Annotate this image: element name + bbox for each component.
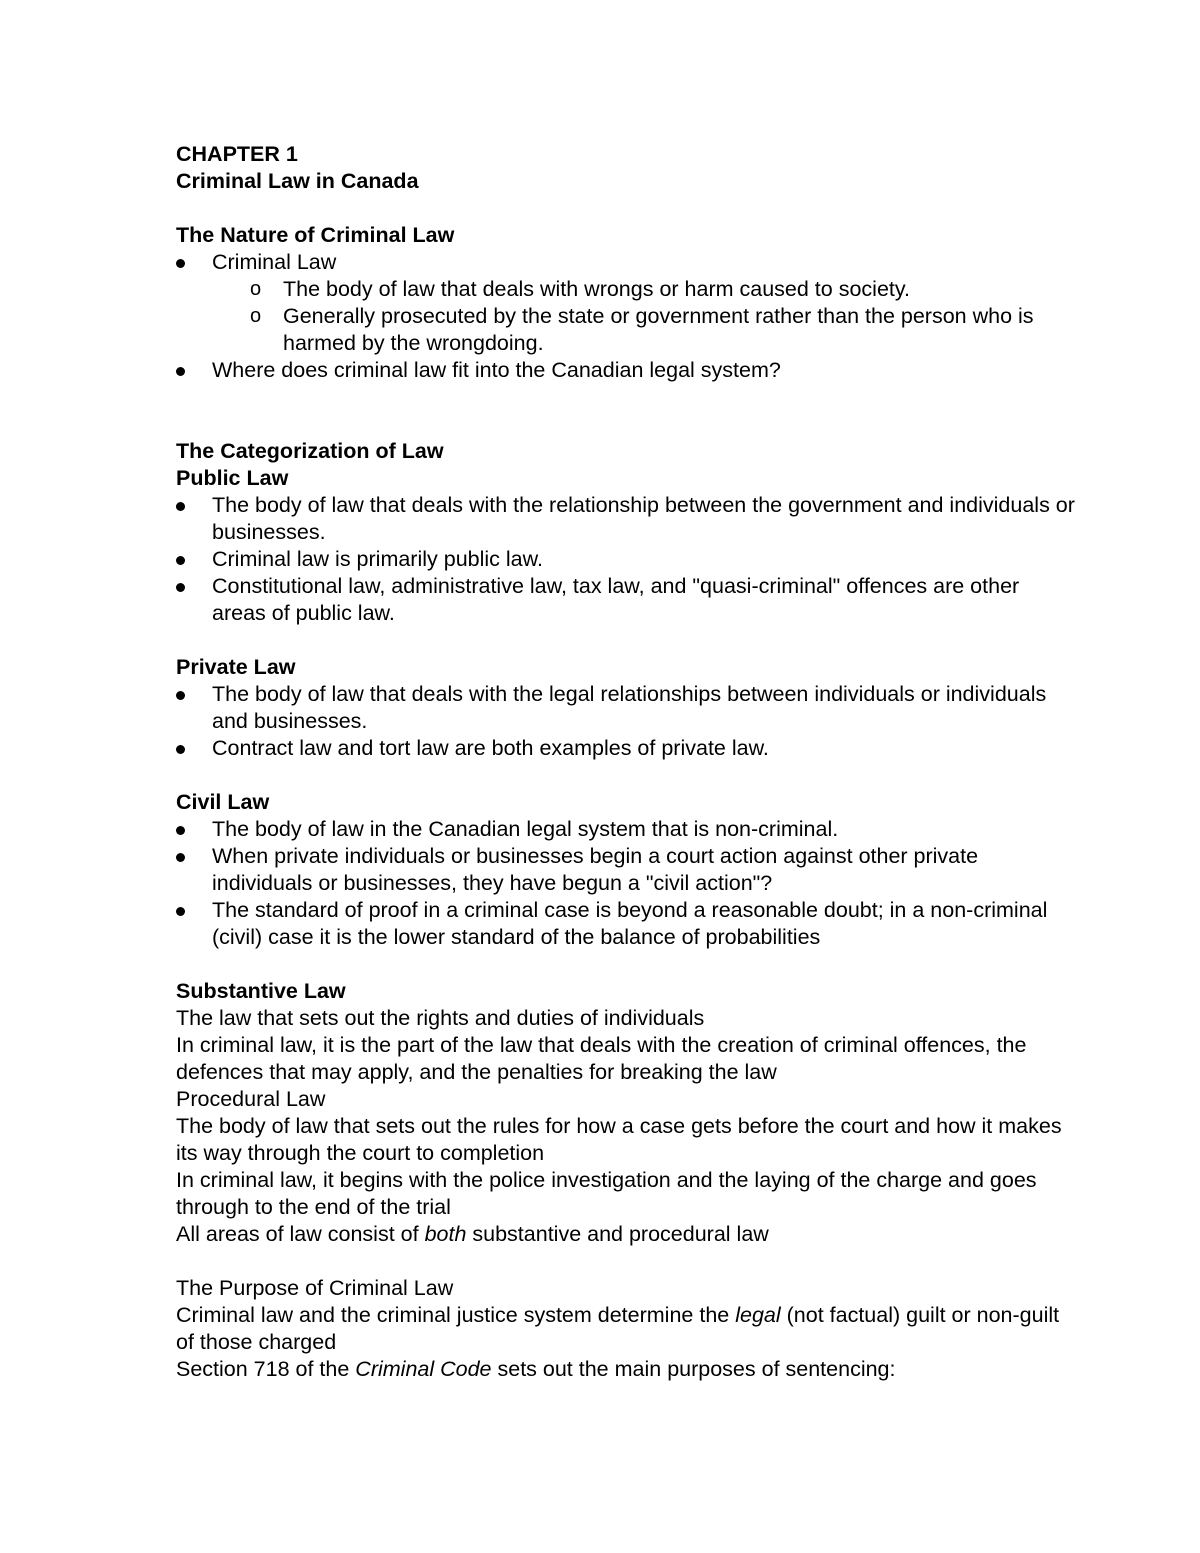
text-run: Section 718 of the — [176, 1357, 356, 1381]
nature-sublist — [248, 276, 1076, 357]
circle-bullet-icon: o — [250, 278, 262, 300]
bullet-icon — [176, 556, 185, 565]
list-item-text: The body of law in the Canadian legal system that is non-criminal. — [212, 817, 839, 841]
list-item-text: The body of law that deals with the relationship between the government and individuals or businesses. — [212, 493, 1075, 544]
list-item — [176, 681, 1076, 735]
list-item — [176, 843, 1076, 897]
section-heading-categorization: The Categorization of Law — [176, 439, 444, 463]
sub-list-item-text: The body of law that deals with wrongs or harm caused to society. — [283, 277, 910, 301]
public-law-list — [176, 492, 1076, 627]
list-item — [176, 816, 1076, 843]
bullet-icon — [176, 691, 185, 700]
list-item — [176, 735, 1076, 762]
section-heading-nature: The Nature of Criminal Law — [176, 223, 455, 247]
document-page — [176, 141, 1076, 1383]
subheading-procedural-law: Procedural Law — [176, 1087, 326, 1111]
paragraph: The body of law that sets out the rules for how a case gets before the court and how it makes its way through the court to completion — [176, 1114, 1062, 1165]
list-item-text: Contract law and tort law are both examples of private law. — [212, 736, 769, 760]
text-run: substantive and procedural law — [466, 1222, 769, 1246]
paragraph — [176, 1356, 1076, 1383]
bullet-icon — [176, 502, 185, 511]
list-item-text: The body of law that deals with the legal relationships between individuals or individuals and businesses. — [212, 682, 1047, 733]
paragraph: The law that sets out the rights and duties of individuals — [176, 1006, 705, 1030]
paragraph: In criminal law, it is the part of the law that deals with the creation of criminal offences, the defences that may apply, and the penalties for breaking the law — [176, 1033, 1027, 1084]
bullet-icon — [176, 367, 185, 376]
list-item — [176, 249, 1076, 357]
subheading-civil-law: Civil Law — [176, 790, 270, 814]
subheading-public-law: Public Law — [176, 466, 289, 490]
chapter-number: CHAPTER 1 — [176, 142, 298, 166]
list-item — [176, 492, 1076, 546]
sub-list-item — [248, 303, 1076, 357]
subheading-substantive-law: Substantive Law — [176, 979, 346, 1003]
text-run: sets out the main purposes of sentencing: — [491, 1357, 896, 1381]
italic-text: Criminal Code — [355, 1357, 492, 1381]
paragraph: In criminal law, it begins with the police investigation and the laying of the charge and goes through to the end of the trial — [176, 1168, 1037, 1219]
list-item-text: Criminal law is primarily public law. — [212, 547, 543, 571]
list-item-text: The standard of proof in a criminal case is beyond a reasonable doubt; in a non-criminal (civil) case it is the lower standard of the balance of probabilities — [212, 898, 1048, 949]
private-law-list — [176, 681, 1076, 762]
bullet-icon — [176, 826, 185, 835]
paragraph — [176, 1302, 1076, 1356]
text-run: All areas of law consist of — [176, 1222, 425, 1246]
circle-bullet-icon: o — [250, 305, 262, 327]
list-item — [176, 546, 1076, 573]
text-run: Criminal law and the criminal justice system determine the — [176, 1303, 736, 1327]
sub-list-item-text: Generally prosecuted by the state or government rather than the person who is harmed by the wrongdoing. — [283, 304, 1034, 355]
subheading-private-law: Private Law — [176, 655, 296, 679]
list-item-text: Criminal Law — [212, 250, 337, 274]
list-item-text: When private individuals or businesses begin a court action against other private individuals or businesses, they have begun a "civil action"? — [212, 844, 979, 895]
list-item — [176, 573, 1076, 627]
civil-law-list — [176, 816, 1076, 951]
bullet-icon — [176, 907, 185, 916]
text-run: (not factual) guilt or non-guilt of those charged — [176, 1303, 1060, 1354]
list-item-text: Constitutional law, administrative law, tax law, and "quasi-criminal" offences are other areas of public law. — [212, 574, 1020, 625]
sub-list-item — [248, 276, 1076, 303]
chapter-title: Criminal Law in Canada — [176, 169, 419, 193]
paragraph — [176, 1221, 1076, 1248]
bullet-icon — [176, 259, 185, 268]
nature-list — [176, 249, 1076, 384]
list-item-text: Where does criminal law fit into the Canadian legal system? — [212, 358, 781, 382]
bullet-icon — [176, 745, 185, 754]
italic-text: both — [424, 1222, 467, 1246]
italic-text: legal — [735, 1303, 781, 1327]
bullet-icon — [176, 853, 185, 862]
list-item — [176, 897, 1076, 951]
list-item — [176, 357, 1076, 384]
bullet-icon — [176, 583, 185, 592]
subheading-purpose: The Purpose of Criminal Law — [176, 1276, 454, 1300]
